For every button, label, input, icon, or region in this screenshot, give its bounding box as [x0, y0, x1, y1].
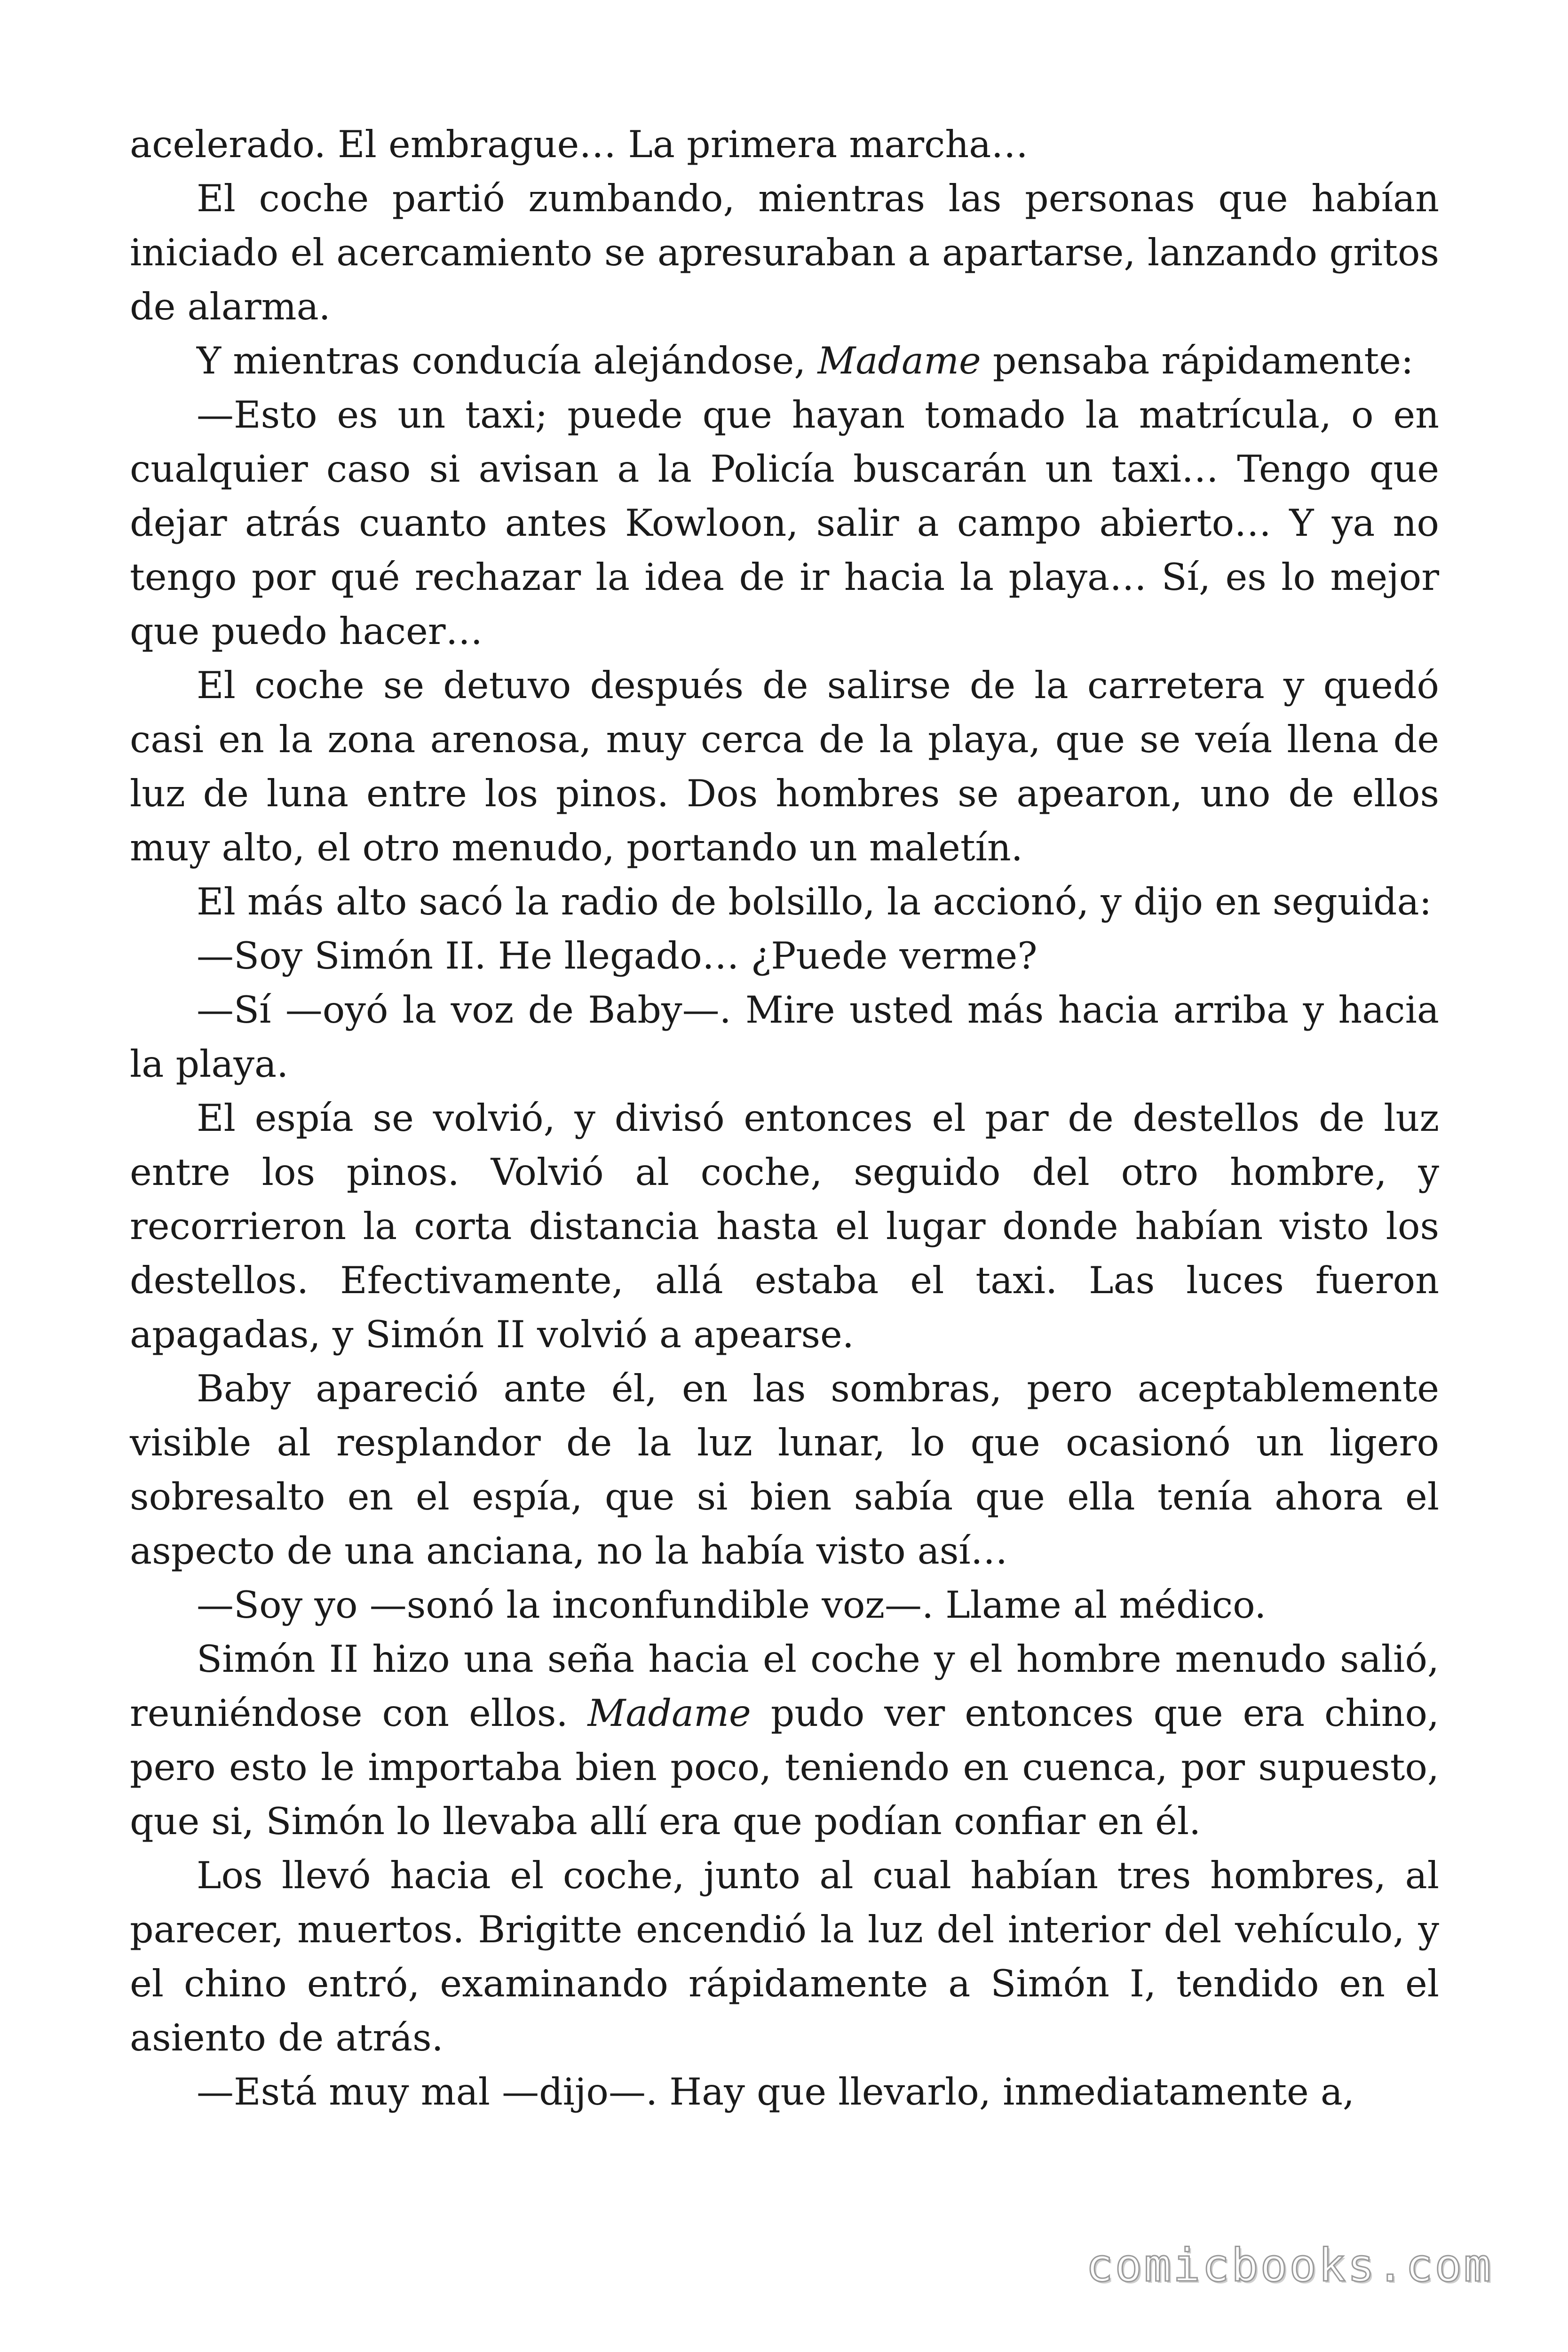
paragraph: Los llevó hacia el coche, junto al cual habían tres hombres, al parecer, muertos. Brigitte encendió la luz del interior del vehículo, y el chino entró, examinando rápidamente a Simón I, tendido en el asiento de atrás. [130, 1854, 1439, 2059]
paragraph: acelerado. El embrague… La primera marcha… [130, 123, 1029, 166]
paragraph: —Soy Simón II. He llegado… ¿Puede verme? [197, 934, 1037, 977]
paragraph: Baby apareció ante él, en las sombras, pero aceptablemente visible al resplandor de la luz lunar, lo que ocasionó un ligero sobresalto en el espía, que si bien sabía que ella tenía ahora el aspecto de una anciana, no la había visto así… [130, 1367, 1439, 1573]
paragraph: Simón II hizo una seña hacia el coche y el hombre menudo salió, reuniéndose con ellos. Madame pudo ver entonces que era chino, pero esto le importaba bien poco, teniendo en cuenca, por supuesto, que si, Simón lo llevaba allí era que podían confiar en él. [130, 1637, 1439, 1843]
paragraph: Y mientras conducía alejándose, Madame pensaba rápidamente: [197, 339, 1414, 382]
paragraph: El espía se volvió, y divisó entonces el par de destellos de luz entre los pinos. Volvió al coche, seguido del otro hombre, y recorrieron la corta distancia hasta el lugar donde habían visto los destellos. Efectivamente, allá estaba el taxi. Las luces fueron apagadas, y Simón II volvió a apearse. [130, 1097, 1439, 1356]
paragraph: —Sí —oyó la voz de Baby—. Mire usted más hacia arriba y hacia la playa. [130, 988, 1439, 1086]
paragraph: —Soy yo —sonó la inconfundible voz—. Llame al médico. [197, 1583, 1267, 1627]
paragraph: El coche se detuvo después de salirse de la carretera y quedó casi en la zona arenosa, muy cerca de la playa, que se veía llena de luz de luna entre los pinos. Dos hombres se apearon, uno de ellos muy alto, el otro menudo, portando un maletín. [130, 664, 1439, 869]
watermark: comicbooks.com [1085, 2239, 1493, 2292]
paragraph: —Esto es un taxi; puede que hayan tomado la matrícula, o en cualquier caso si avisan a la Policía buscarán un taxi… Tengo que dejar atrás cuanto antes Kowloon, salir a campo abierto… Y ya no tengo por qué rechazar la idea de ir hacia la playa… Sí, es lo mejor que puedo hacer… [130, 393, 1439, 653]
paragraph: El más alto sacó la radio de bolsillo, la accionó, y dijo en seguida: [197, 880, 1432, 923]
emphasis: Madame [587, 1692, 751, 1735]
paragraph: —Está muy mal —dijo—. Hay que llevarlo, inmediatamente a, [197, 2070, 1355, 2114]
page-text [130, 118, 1439, 2119]
emphasis: Madame [817, 339, 981, 382]
paragraph: El coche partió zumbando, mientras las personas que habían iniciado el acercamiento se apresuraban a apartarse, lanzando gritos de alarma. [130, 177, 1439, 328]
